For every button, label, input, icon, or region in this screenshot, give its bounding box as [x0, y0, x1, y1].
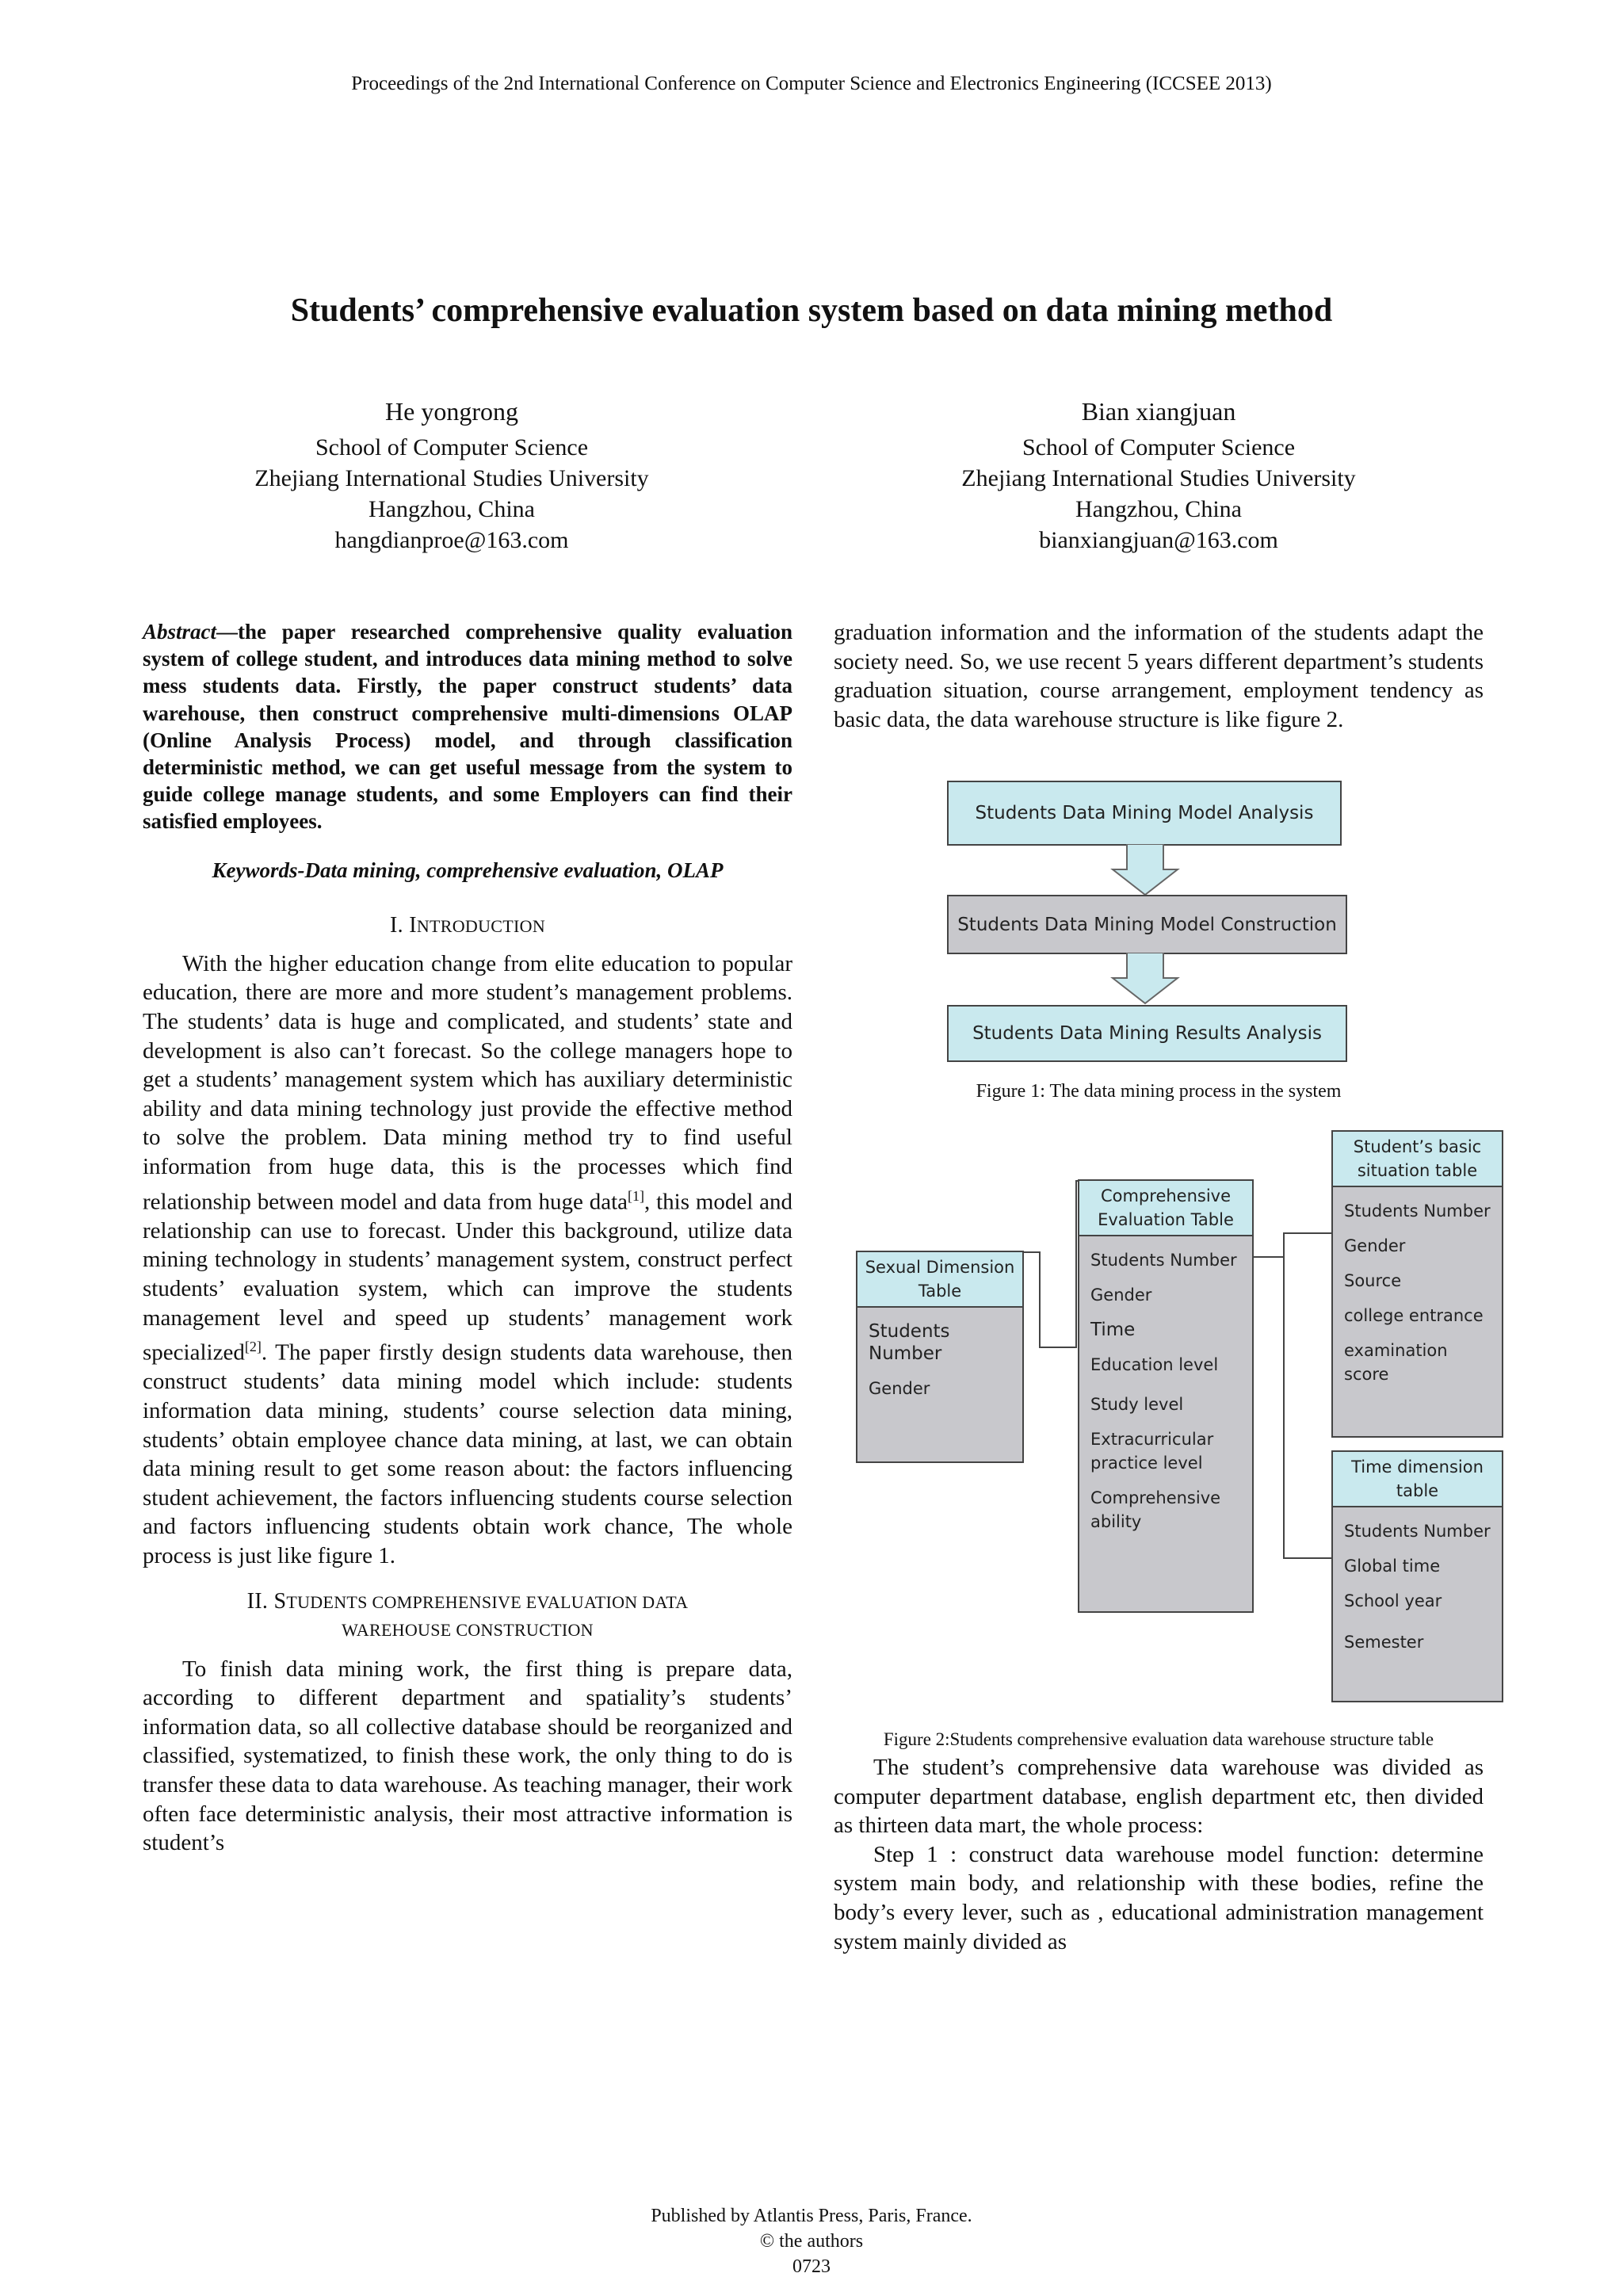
table-header — [1333, 1452, 1502, 1507]
section-initial: S — [273, 1588, 287, 1614]
figure-2-caption: Figure 2:Students comprehensive evaluation data warehouse structure table — [883, 1729, 1434, 1749]
table-field: Students Number — [1344, 1201, 1491, 1221]
table-field: Gender — [1090, 1286, 1152, 1305]
footer-publisher: Published by Atlantis Press, Paris, France. — [651, 2206, 972, 2226]
table-title-line1: Sexual Dimension — [865, 1258, 1015, 1277]
intro-text-b: , this model and relationship can use to forecast. Under this background, utilize data mining technology in students’ management system, construct perfect students’ evaluation system, which can improve the students management level and speed up students’ management work specialized — [143, 1189, 792, 1366]
left-column — [143, 618, 792, 1858]
table-field: Global time — [1344, 1557, 1441, 1576]
author-name: He yongrong — [385, 397, 518, 426]
author-name: Bian xiangjuan — [1081, 397, 1236, 426]
down-arrow-icon — [1109, 844, 1181, 896]
table-header — [857, 1252, 1022, 1308]
table-field: Study level — [1090, 1395, 1184, 1414]
table-field: ability — [1090, 1512, 1142, 1531]
abstract — [143, 618, 792, 835]
footer-copyright: © the authors — [759, 2231, 864, 2252]
page-number: 0723 — [792, 2256, 831, 2277]
table-field: score — [1344, 1365, 1389, 1384]
table-field: Extracurricular — [1090, 1430, 1214, 1449]
author-university: Zhejiang International Studies University — [961, 465, 1356, 491]
table-title-line2: Table — [918, 1282, 962, 1301]
sexual-dimension-table — [856, 1251, 1024, 1463]
flow-box-results: Students Data Mining Results Analysis — [947, 1005, 1347, 1062]
author-dept: School of Computer Science — [315, 434, 589, 460]
abstract-label: Abstract — [143, 620, 217, 644]
table-field: Semester — [1344, 1633, 1424, 1652]
citation-2[interactable]: [2] — [244, 1339, 262, 1355]
flow-box-construction: Students Data Mining Model Construction — [947, 895, 1347, 954]
author-university: Zhejiang International Studies University — [254, 465, 649, 491]
table-field: Students Number — [869, 1321, 950, 1364]
table-title-line1: Student’s basic — [1353, 1137, 1482, 1156]
section-heading-warehouse — [143, 1588, 792, 1644]
section-title-line2: WAREHOUSE CONSTRUCTION — [342, 1619, 594, 1640]
section-initial: I — [409, 913, 417, 938]
section-heading-introduction — [143, 911, 792, 942]
intro-text-c: . The paper firstly design students data warehouse, then construct students’ data mining model which include: students information data mining, students’ course selection data mining, students’ obtain employee chance data mining, at last, we can obtain data mining result to get some reason about: the factors influencing student achievement, the factors influencing students course selection and factors influencing students obtain work chance, The whole process is just like figure 1. — [143, 1339, 792, 1568]
footer — [0, 2203, 1623, 2279]
author-city: Hangzhou, China — [369, 496, 535, 522]
table-header — [1079, 1181, 1252, 1236]
table-field: Comprehensive — [1090, 1488, 1221, 1507]
table-field: Students Number — [1344, 1522, 1491, 1541]
section-title-line1: TUDENTS COMPREHENSIVE EVALUATION DATA — [286, 1591, 689, 1612]
keywords: Keywords-Data mining, comprehensive evaluation, OLAP — [212, 858, 724, 882]
time-dimension-table — [1331, 1450, 1503, 1702]
author-dept: School of Computer Science — [1022, 434, 1296, 460]
right-paragraph-1: graduation information and the information of the students adapt the society need. So, we use recent 5 years different department’s students graduation situation, course arrangement, employment tendency as basic data, the data warehouse structure is like figure 2. — [834, 620, 1484, 732]
right-column-bottom — [834, 1753, 1484, 1956]
table-field: Education level — [1090, 1355, 1219, 1374]
down-arrow-icon — [1109, 953, 1181, 1005]
table-field: School year — [1344, 1591, 1442, 1610]
student-basic-situation-table — [1331, 1130, 1503, 1438]
flow-box-analysis: Students Data Mining Model Analysis — [947, 781, 1342, 846]
intro-text-a: With the higher education change from elite education to popular education, there are more and more student’s management problems. The students’ data is huge and complicated, and students’ state and development is also can’t forecast. So the college managers hope to get a students’ management system which has auxiliary deterministic ability and data mining technology just provide the effective method to solve the problem. Data mining method try to find useful information from huge data, this is the processes which find relationship between model and data from huge data — [143, 950, 792, 1215]
table-title-line2: Evaluation Table — [1098, 1210, 1234, 1229]
table-field: Students Number — [1090, 1251, 1237, 1270]
section-number: II. — [246, 1588, 274, 1614]
paper-title: Students’ comprehensive evaluation system based on data mining method — [290, 292, 1333, 329]
table-field: Gender — [1344, 1236, 1406, 1255]
right-paragraph-2: The student’s comprehensive data warehouse was divided as computer department database, english department etc, then divided as thirteen data mart, the whole process: — [834, 1755, 1484, 1839]
table-field: Time — [1090, 1320, 1136, 1340]
table-field: practice level — [1090, 1454, 1203, 1473]
section-title-rest: NTRODUCTION — [416, 916, 546, 937]
author-block-2 — [905, 396, 1412, 556]
figure-1-caption: Figure 1: The data mining process in the system — [976, 1081, 1342, 1102]
section2-paragraph: To finish data mining work, the first thing is prepare data, according to different department and spatiality’s students’ information data, so all collective database should be reorganized and classified, systematized, to finish these work, the only thing to do is transfer these data to data warehouse. As teaching manager, their work often face deterministic analysis, their most attractive information is student’s — [143, 1656, 792, 1856]
section-number: I. — [389, 913, 410, 938]
citation-1[interactable]: [1] — [628, 1187, 645, 1204]
author-email: bianxiangjuan@163.com — [1039, 527, 1278, 553]
table-field: examination — [1344, 1341, 1448, 1360]
intro-paragraph — [143, 949, 792, 1571]
table-field: Source — [1344, 1271, 1402, 1290]
table-field: college entrance — [1344, 1306, 1484, 1325]
abstract-text: —the paper researched comprehensive quality evaluation system of college student, and introduces data mining method to solve mess students data. Firstly, the paper construct students’ data warehouse, then construct comprehensive multi-dimensions OLAP (Online Analysis Process) model, and through classification deterministic method, we can get useful message from the system to guide college manage students, and some Employers can find their satisfied employees. — [143, 620, 792, 834]
table-title-line2: table — [1396, 1481, 1439, 1500]
comprehensive-evaluation-table — [1078, 1179, 1254, 1613]
table-title-line1: Comprehensive — [1100, 1186, 1232, 1205]
table-title-line2: situation table — [1357, 1161, 1478, 1180]
running-header: Proceedings of the 2nd International Conference on Computer Science and Electronics Engineering (ICCSEE 2013) — [351, 73, 1272, 94]
right-paragraph-3: Step 1 : construct data warehouse model function: determine system main body, and relationship with these bodies, refine the body’s every lever, such as , educational administration management system mainly divided as — [834, 1841, 1484, 1954]
table-title-line1: Time dimension — [1351, 1457, 1484, 1477]
right-column-top — [834, 618, 1484, 734]
author-city: Hangzhou, China — [1075, 496, 1242, 522]
table-header — [1333, 1132, 1502, 1187]
author-email: hangdianproe@163.com — [334, 527, 569, 553]
author-block-1 — [198, 396, 705, 556]
table-field: Gender — [869, 1379, 930, 1398]
